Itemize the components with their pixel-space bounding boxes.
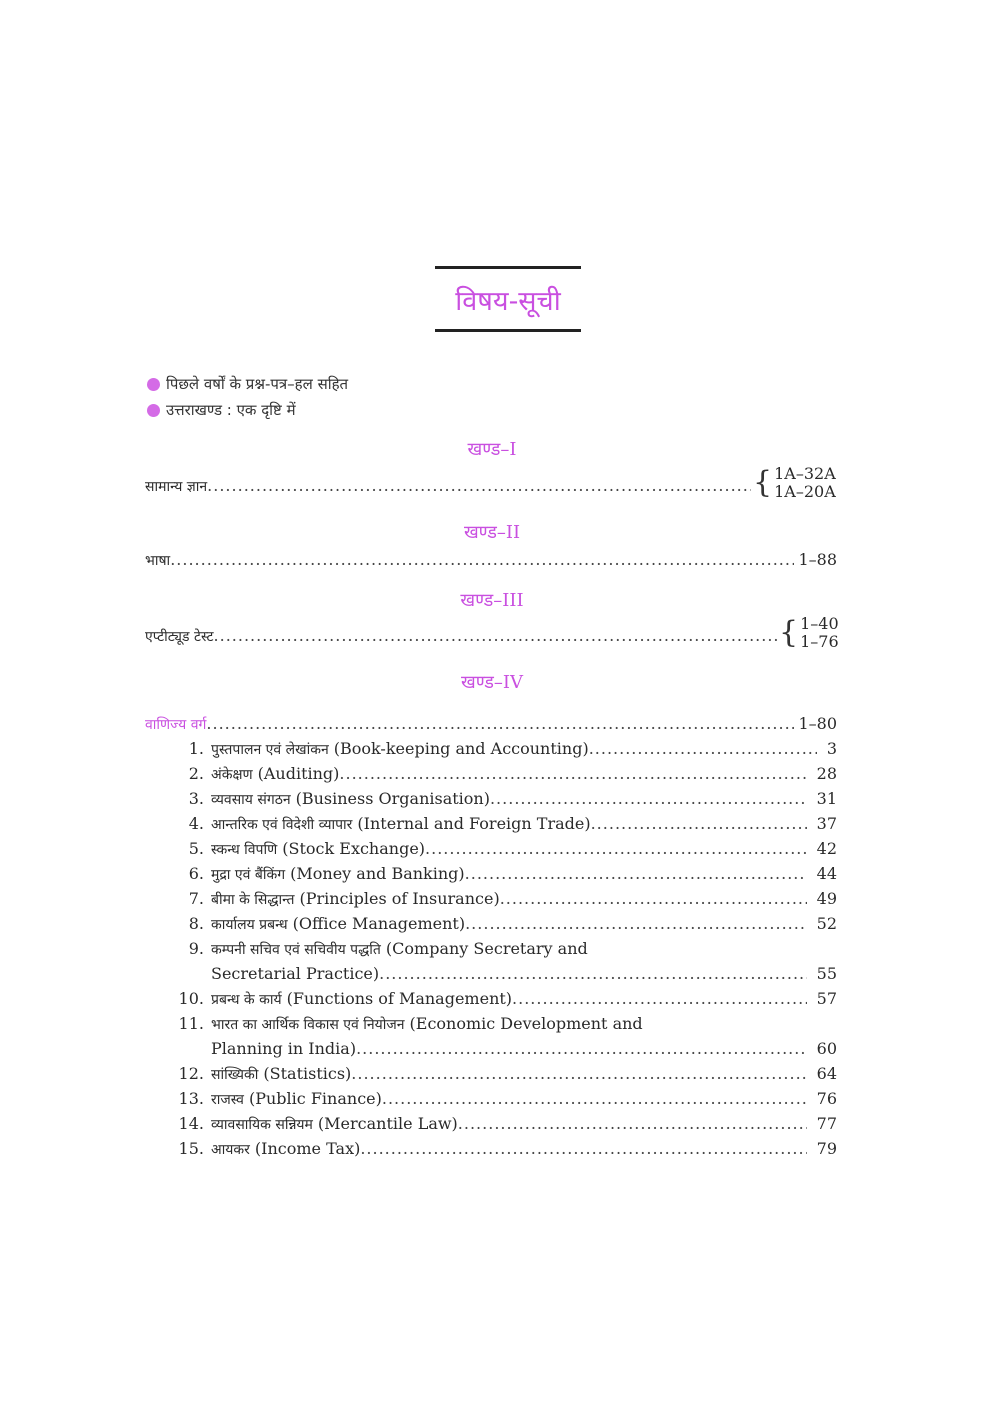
chapter-row: [211, 989, 837, 1010]
leader-dots: [490, 789, 807, 809]
chapter-title-english: (Office Management): [292, 914, 466, 933]
page-range-group-3: [779, 615, 839, 651]
leader-dots: [356, 1039, 807, 1059]
leader-dots: [465, 864, 807, 884]
leader-dots: [214, 626, 777, 646]
leader-dots: [500, 889, 807, 909]
leader-dots: [465, 914, 807, 934]
chapter-title-english: (Principles of Insurance): [299, 889, 500, 908]
chapter-number: 11.: [178, 1014, 204, 1033]
bullet-text: पिछले वर्षों के प्रश्न-पत्र–हल सहित: [166, 375, 349, 393]
page-number: 1–88: [798, 550, 837, 569]
chapter-title-hindi: बीमा के सिद्धान्त: [211, 892, 295, 908]
curly-brace-icon: {: [779, 615, 799, 650]
chapter-title-english: (Public Finance): [248, 1089, 382, 1108]
page-number: 76: [816, 1089, 837, 1108]
leader-dots: [206, 714, 794, 734]
chapter-row-continued: [211, 1039, 837, 1059]
chapter-number: 8.: [188, 914, 204, 933]
leader-dots: [382, 1089, 807, 1109]
chapter-title-english: (Internal and Foreign Trade): [357, 814, 591, 833]
bullet-item-uttarakhand: [147, 400, 296, 420]
chapter-title-english-continued: Secretarial Practice): [211, 964, 380, 983]
toc-entry-general-knowledge: [145, 476, 751, 497]
page-number: 57: [816, 989, 837, 1008]
section-heading-2: खण्ड–II: [463, 522, 521, 543]
leader-dots: [591, 814, 807, 834]
chapter-title-hindi: आयकर: [211, 1142, 250, 1158]
chapter-title-hindi: आन्तरिक एवं विदेशी व्यापार: [211, 817, 353, 833]
chapter-title-hindi: प्रबन्ध के कार्य: [211, 992, 282, 1008]
leader-dots: [170, 550, 794, 570]
chapter-number: 3.: [188, 789, 204, 808]
chapter-title-hindi: अंकेक्षण: [211, 767, 253, 783]
chapter-title-hindi: कार्यालय प्रबन्ध: [211, 917, 288, 933]
page-number: 44: [816, 864, 837, 883]
page-number: 42: [816, 839, 837, 858]
chapter-row: [211, 914, 837, 935]
chapter-number: 4.: [188, 814, 204, 833]
chapter-number: 9.: [188, 939, 204, 958]
page-number: 55: [816, 964, 837, 983]
chapter-row: [211, 764, 837, 785]
leader-dots: [207, 476, 751, 496]
chapter-row: [211, 814, 837, 835]
toc-entry-commerce: [145, 714, 837, 735]
chapter-title-english: (Economic Development and: [409, 1014, 643, 1033]
section-heading-1: खण्ड–I: [467, 439, 517, 460]
toc-entry-label: वाणिज्य वर्ग: [145, 717, 207, 733]
chapter-row: [211, 1114, 837, 1135]
page-number: 64: [816, 1064, 837, 1083]
page-number: 28: [816, 764, 837, 783]
chapter-title-hindi: कम्पनी सचिव एवं सचिवीय पद्धति: [211, 942, 381, 958]
section-heading-3: खण्ड–III: [460, 590, 524, 611]
page-range: 1A–32A: [774, 464, 836, 483]
chapter-row: [211, 839, 837, 860]
bullet-dot-icon: [147, 404, 160, 417]
page-number: 31: [816, 789, 837, 808]
chapter-title-english: (Company Secretary and: [385, 939, 588, 958]
chapter-number: 2.: [188, 764, 204, 783]
leader-dots: [425, 839, 807, 859]
chapter-row: [211, 889, 837, 910]
chapter-title-hindi: व्यवसाय संगठन: [211, 792, 291, 808]
chapter-number: 14.: [178, 1114, 204, 1133]
chapter-row: [211, 1064, 837, 1085]
chapter-row-continued: [211, 964, 837, 984]
chapter-title-hindi: भारत का आर्थिक विकास एवं नियोजन: [211, 1017, 405, 1033]
section-heading-4: खण्ड–IV: [460, 672, 523, 693]
chapter-title-english: (Functions of Management): [286, 989, 513, 1008]
chapter-title-english: (Income Tax): [254, 1139, 361, 1158]
page-number: 60: [816, 1039, 837, 1058]
toc-entry-aptitude-test: [145, 626, 777, 647]
page-number: 77: [816, 1114, 837, 1133]
chapter-number: 6.: [188, 864, 204, 883]
chapter-number: 1.: [188, 739, 204, 758]
chapter-number: 13.: [178, 1089, 204, 1108]
bullet-dot-icon: [147, 378, 160, 391]
page-range-group-1: [753, 465, 836, 501]
chapter-row: [211, 1014, 837, 1035]
chapter-title-english: (Business Organisation): [295, 789, 490, 808]
chapter-row: [211, 739, 837, 760]
chapter-title-hindi: मुद्रा एवं बैंकिंग: [211, 867, 286, 883]
toc-entry-label: भाषा: [145, 553, 171, 569]
chapter-title-english-continued: Planning in India): [211, 1039, 357, 1058]
leader-dots: [458, 1114, 807, 1134]
page-range: 1–40: [800, 614, 839, 633]
chapter-number: 7.: [188, 889, 204, 908]
chapter-number: 15.: [178, 1139, 204, 1158]
toc-entry-label: एप्टीट्यूड टेस्ट: [145, 629, 214, 645]
chapter-title-english: (Auditing): [257, 764, 340, 783]
chapter-row: [211, 939, 837, 960]
chapter-title-hindi: व्यावसायिक सन्नियम: [211, 1117, 313, 1133]
page-number: 52: [816, 914, 837, 933]
chapter-row: [211, 864, 837, 885]
page-number: 3: [826, 739, 837, 758]
chapter-title-english: (Money and Banking): [290, 864, 465, 883]
page-number: 1–80: [798, 714, 837, 733]
chapter-row: [211, 789, 837, 810]
leader-dots: [360, 1139, 806, 1159]
chapter-title-hindi: पुस्तपालन एवं लेखांकन: [211, 742, 329, 758]
chapter-row: [211, 1089, 837, 1110]
page-range: 1A–20A: [774, 482, 836, 501]
chapter-row: [211, 1139, 837, 1160]
chapter-number: 5.: [188, 839, 204, 858]
leader-dots: [589, 739, 817, 759]
chapter-number: 12.: [178, 1064, 204, 1083]
page-range: 1–76: [800, 632, 839, 651]
page-title-box: [435, 266, 581, 332]
chapter-title-english: (Stock Exchange): [282, 839, 426, 858]
leader-dots: [351, 1064, 806, 1084]
chapter-title-hindi: सांख्यिकी: [211, 1067, 259, 1083]
leader-dots: [512, 989, 807, 1009]
chapter-number: 10.: [178, 989, 204, 1008]
chapter-title-english: (Mercantile Law): [317, 1114, 458, 1133]
curly-brace-icon: {: [753, 465, 773, 500]
page-title: विषय-सूची: [455, 285, 561, 317]
leader-dots: [339, 764, 806, 784]
page-number: 49: [816, 889, 837, 908]
leader-dots: [379, 964, 807, 984]
page-number: 79: [816, 1139, 837, 1158]
bullet-text: उत्तराखण्ड : एक दृष्टि में: [166, 401, 296, 419]
chapter-title-english: (Book-keeping and Accounting): [333, 739, 589, 758]
page-number: 37: [816, 814, 837, 833]
toc-entry-language: [145, 550, 837, 571]
chapter-title-english: (Statistics): [263, 1064, 352, 1083]
bullet-item-previous-papers: [147, 374, 348, 394]
chapter-title-hindi: राजस्व: [211, 1092, 244, 1108]
toc-entry-label: सामान्य ज्ञान: [145, 479, 208, 495]
chapter-title-hindi: स्कन्ध विपणि: [211, 842, 278, 858]
